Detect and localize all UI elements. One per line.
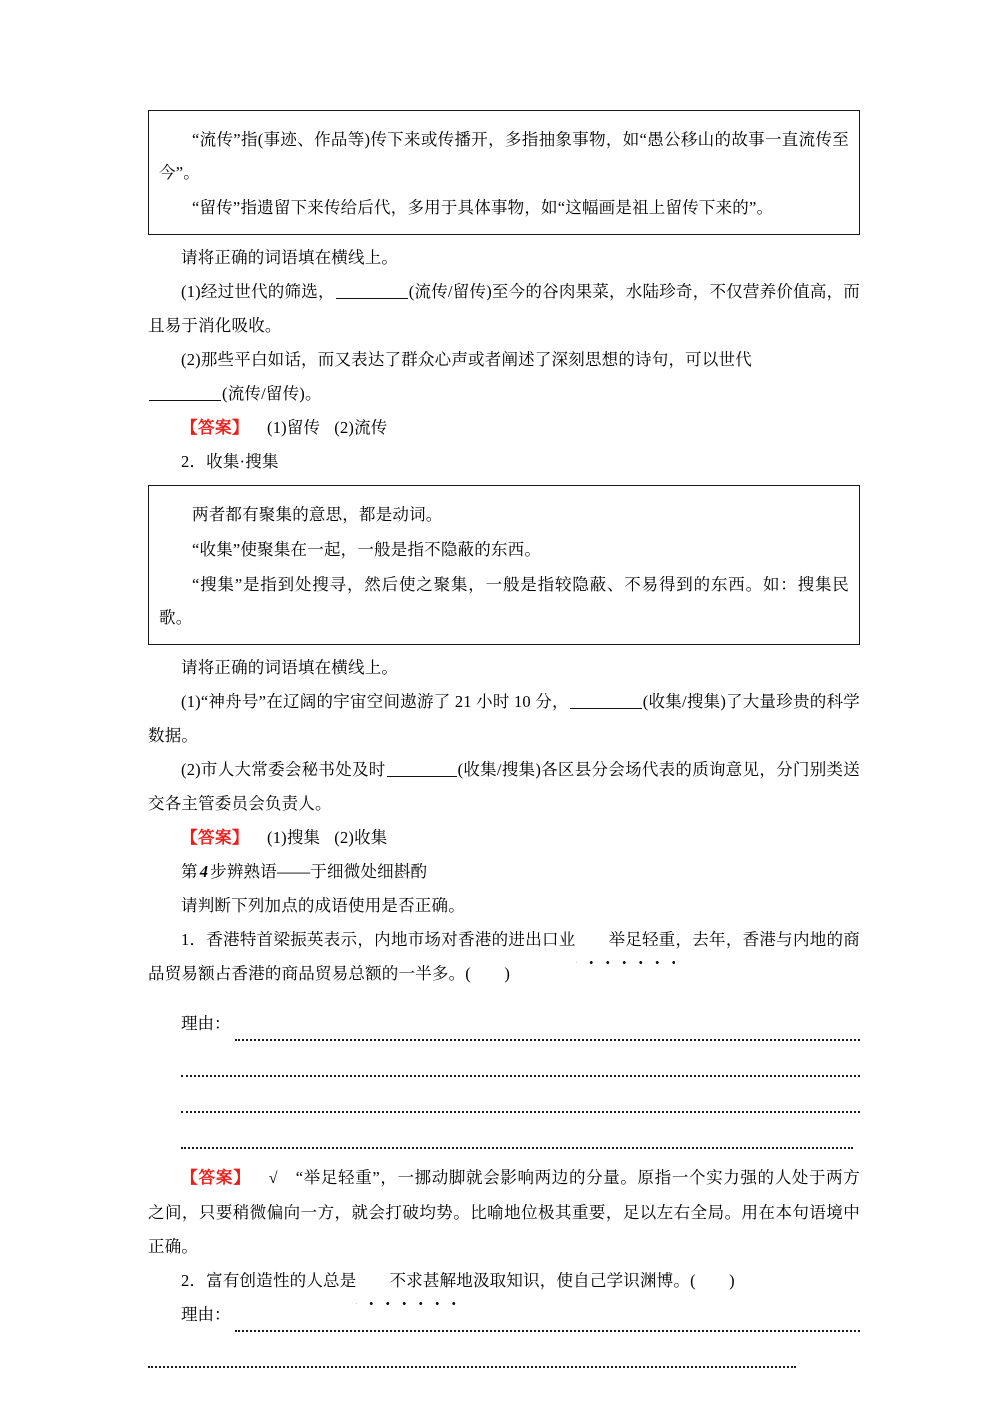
page-content bbox=[148, 110, 860, 1368]
reason-row-2 bbox=[148, 1298, 860, 1332]
definition-line-shouji-3: “搜集”是指到处搜寻，然后使之聚集，一般是指较隐蔽、不易得到的东西。如：搜集民歌。 bbox=[159, 575, 849, 627]
question-1-2 bbox=[148, 343, 860, 411]
definition-line-liuchuan: “流传”指(事迹、作品等)传下来或传播开，多指抽象事物，如“愚公移山的故事一直流传至今”。 bbox=[159, 130, 849, 182]
checkmark-icon: √ bbox=[268, 1170, 278, 1187]
idiom-question-2-text-after: 地汲取知识，使自己学识渊博。( ) bbox=[456, 1271, 735, 1290]
fill-blank-input-1-2[interactable] bbox=[149, 383, 221, 401]
idiom-emphasis-bqsj: 不求甚解 bbox=[356, 1264, 456, 1298]
answer-writing-line[interactable] bbox=[181, 1133, 853, 1149]
answer-text-2-1: (1)搜集 bbox=[267, 828, 321, 847]
answer-label-idiom-1: 【答案】 bbox=[181, 1168, 251, 1187]
idiom-question-1-text-before: 香港特首梁振英表示，内地市场对香港的进出口业 bbox=[206, 930, 576, 949]
answer-label-1: 【答案】 bbox=[181, 418, 249, 437]
definition-line-shouji-2: “收集”使聚集在一起，一般是指不隐蔽的东西。 bbox=[192, 540, 542, 559]
question-1-2-text-after: (流传/留传)。 bbox=[222, 384, 322, 403]
step-4-prefix: 第 bbox=[181, 862, 198, 881]
question-2-1-text-after: (收集/搜集)了大量珍贵的科学数据。 bbox=[148, 692, 860, 745]
question-2-2-text-after: (收集/搜集)各区县分会场代表的质询意见，分门别类送交各主管委员会负责人。 bbox=[148, 760, 860, 813]
spacer bbox=[148, 991, 860, 1007]
question-2-2 bbox=[148, 753, 860, 821]
answer-writing-line[interactable] bbox=[181, 1061, 860, 1077]
reason-label-1: 理由： bbox=[181, 1014, 231, 1033]
answer-text-2-2: (2)收集 bbox=[334, 828, 388, 847]
idiom-question-1-number: 1． bbox=[181, 930, 207, 949]
answer-writing-line[interactable] bbox=[181, 1097, 860, 1113]
answer-idiom-1 bbox=[148, 1161, 860, 1264]
instruction-fill-blank-1: 请将正确的词语填在横线上。 bbox=[181, 248, 399, 267]
fill-blank-input-1-1[interactable] bbox=[336, 281, 408, 299]
fill-blank-input-2-1[interactable] bbox=[570, 691, 642, 709]
definition-box-liuchuan bbox=[148, 110, 860, 235]
idiom-question-2-text-before: 富有创造性的人总是 bbox=[206, 1271, 357, 1290]
idiom-question-1-text-after: ，去年，香港与内地的商品贸易额占香港的商品贸易总额的一半多。( ) bbox=[148, 930, 861, 983]
question-1-1-text-after: (流传/留传)至今的谷肉果菜，水陆珍奇，不仅营养价值高，而且易于消化吸收。 bbox=[148, 282, 860, 335]
question-2-1-text-before: (1)“神舟号”在辽阔的宇宙空间遨游了 21 小时 10 分， bbox=[181, 692, 569, 711]
answer-writing-line[interactable] bbox=[235, 1025, 861, 1041]
answer-text-1-1: (1)留传 bbox=[267, 418, 321, 437]
definition-line-liuchuan2: “留传”指遗留下来传给后代，多用于具体事物，如“这幅画是祖上留传下来的”。 bbox=[192, 198, 774, 217]
answer-text-idiom-1: “举足轻重”，一挪动脚就会影响两边的分量。原指一个实力强的人处于两方之间，只要稍微偏向一方，就会打破均势。比喻地位极其重要，足以左右全局。用在本句语境中正确。 bbox=[148, 1168, 861, 1256]
idiom-emphasis-jzqz: 举足轻重 bbox=[576, 923, 676, 957]
idiom-question-2 bbox=[148, 1264, 860, 1298]
answer-writing-line[interactable] bbox=[148, 1352, 796, 1368]
answer-writing-line[interactable] bbox=[235, 1316, 861, 1332]
answer-section-2 bbox=[148, 821, 860, 855]
definition-box-shouji bbox=[148, 485, 860, 645]
answer-label-2: 【答案】 bbox=[181, 828, 249, 847]
definition-line-shouji-1: 两者都有聚集的意思，都是动词。 bbox=[192, 505, 443, 524]
answer-text-1-2: (2)流传 bbox=[334, 418, 388, 437]
step-4-number: 4 bbox=[199, 862, 209, 881]
idiom-question-2-number: 2． bbox=[181, 1271, 207, 1290]
fill-blank-input-2-2[interactable] bbox=[387, 759, 457, 777]
reason-label-2: 理由： bbox=[181, 1305, 231, 1324]
heading-shouji-souji: 2．收集·搜集 bbox=[181, 452, 279, 471]
idiom-question-1 bbox=[148, 923, 860, 991]
question-1-1-text-before: (1)经过世代的筛选， bbox=[181, 282, 335, 301]
instruction-fill-blank-2: 请将正确的词语填在横线上。 bbox=[181, 658, 399, 677]
question-2-2-text-before: (2)市人大常委会秘书处及时 bbox=[181, 760, 386, 779]
answer-section-1 bbox=[148, 411, 860, 445]
question-1-1 bbox=[148, 275, 860, 343]
question-1-2-text-before: (2)那些平白如话，而又表达了群众心声或者阐述了深刻思想的诗句，可以世代 bbox=[181, 350, 752, 369]
step-4-suffix: 步辨熟语——于细微处细斟酌 bbox=[210, 862, 428, 881]
spacer bbox=[148, 1149, 860, 1161]
instruction-idiom-judgement: 请判断下列加点的成语使用是否正确。 bbox=[181, 896, 465, 915]
heading-step-4 bbox=[148, 855, 860, 889]
question-2-1 bbox=[148, 685, 860, 753]
reason-row-1 bbox=[148, 1007, 860, 1041]
